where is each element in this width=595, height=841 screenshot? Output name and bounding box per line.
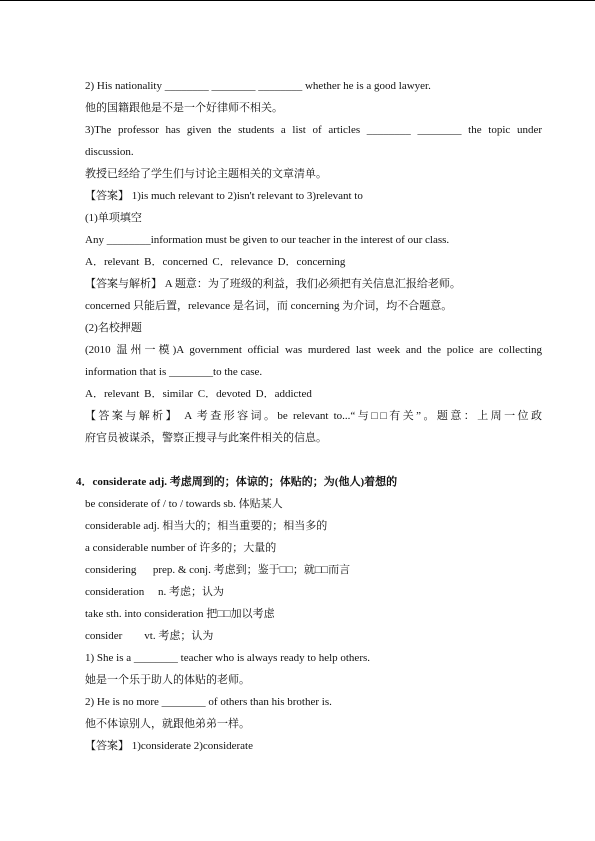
exercise-considerate-2-translation: 他不体谅别人，就跟他弟弟一样。 (85, 718, 250, 730)
answer-analysis-2-cont: 府官员被谋杀，警察正搜寻与此案件相关的信息。 (85, 432, 327, 444)
top-border-line (0, 0, 595, 1)
question-2-stem: (2010 温州一模)A government official was murdered last week and the police are collecting (85, 344, 542, 356)
question-2-stem-cont: information that is ________to the case. (85, 366, 263, 378)
vocab-consideration: consideration n. 考虑；认为 (85, 586, 225, 598)
vocab-heading-considerate: 4．considerate adj. 考虑周到的；体谅的；体贴的；为(他人)着想的 (76, 476, 398, 488)
question-2-options: A．relevant B．similar C．devoted D．addicted (85, 388, 312, 400)
vocab-considering: considering prep. & conj. 考虑到；鉴于□□；就□□而言 (85, 564, 351, 576)
answer-considerate: 【答案】 1)considerate 2)considerate (85, 740, 253, 752)
exercise-3-sentence-cont: discussion. (85, 146, 134, 158)
vocab-phrase-2: a considerable number of 许多的；大量的 (85, 542, 277, 554)
vocab-considerable: considerable adj. 相当大的；相当重要的；相当多的 (85, 520, 328, 532)
answer-analysis-1-cont: concerned 只能后置，relevance 是名词，而 concerning 为介词，均不合题意。 (85, 300, 453, 312)
section-single-choice: (1)单项填空 (85, 212, 142, 224)
answer-analysis-1: 【答案与解析】 A 题意：为了班级的利益，我们必须把有关信息汇报给老师。 (85, 278, 461, 290)
exercise-3-translation: 教授已经给了学生们与讨论主题相关的文章清单。 (85, 168, 327, 180)
answer-analysis-2: 【答案与解析】 A 考查形容词。be relevant to...“与□□有关”。题意：上周一位政 (85, 410, 542, 422)
exercise-considerate-1-translation: 她是一个乐于助人的体贴的老师。 (85, 674, 250, 686)
vocab-consider: consider vt. 考虑；认为 (85, 630, 214, 642)
exercise-2-translation: 他的国籍跟他是不是一个好律师不相关。 (85, 102, 283, 114)
vocab-phrase-1: be considerate of / to / towards sb. 体贴某人 (85, 498, 283, 510)
vocab-phrase-3: take sth. into consideration 把□□加以考虑 (85, 608, 275, 620)
answer-line-1: 【答案】 1)is much relevant to 2)isn't relevant to 3)relevant to (85, 190, 363, 202)
exercise-2-sentence: 2) His nationality ________ ________ ________ whether he is a good lawyer. (85, 80, 431, 92)
question-1-options: A．relevant B．concerned C．relevance D．concerning (85, 256, 346, 268)
section-famous-school: (2)名校押题 (85, 322, 142, 334)
question-1-stem: Any ________information must be given to our teacher in the interest of our class. (85, 234, 450, 246)
exercise-considerate-2: 2) He is no more ________ of others than his brother is. (85, 696, 332, 708)
exercise-considerate-1: 1) She is a ________ teacher who is always ready to help others. (85, 652, 371, 664)
exercise-3-sentence: 3)The professor has given the students a list of articles ________ ________ the topic under (85, 124, 542, 136)
